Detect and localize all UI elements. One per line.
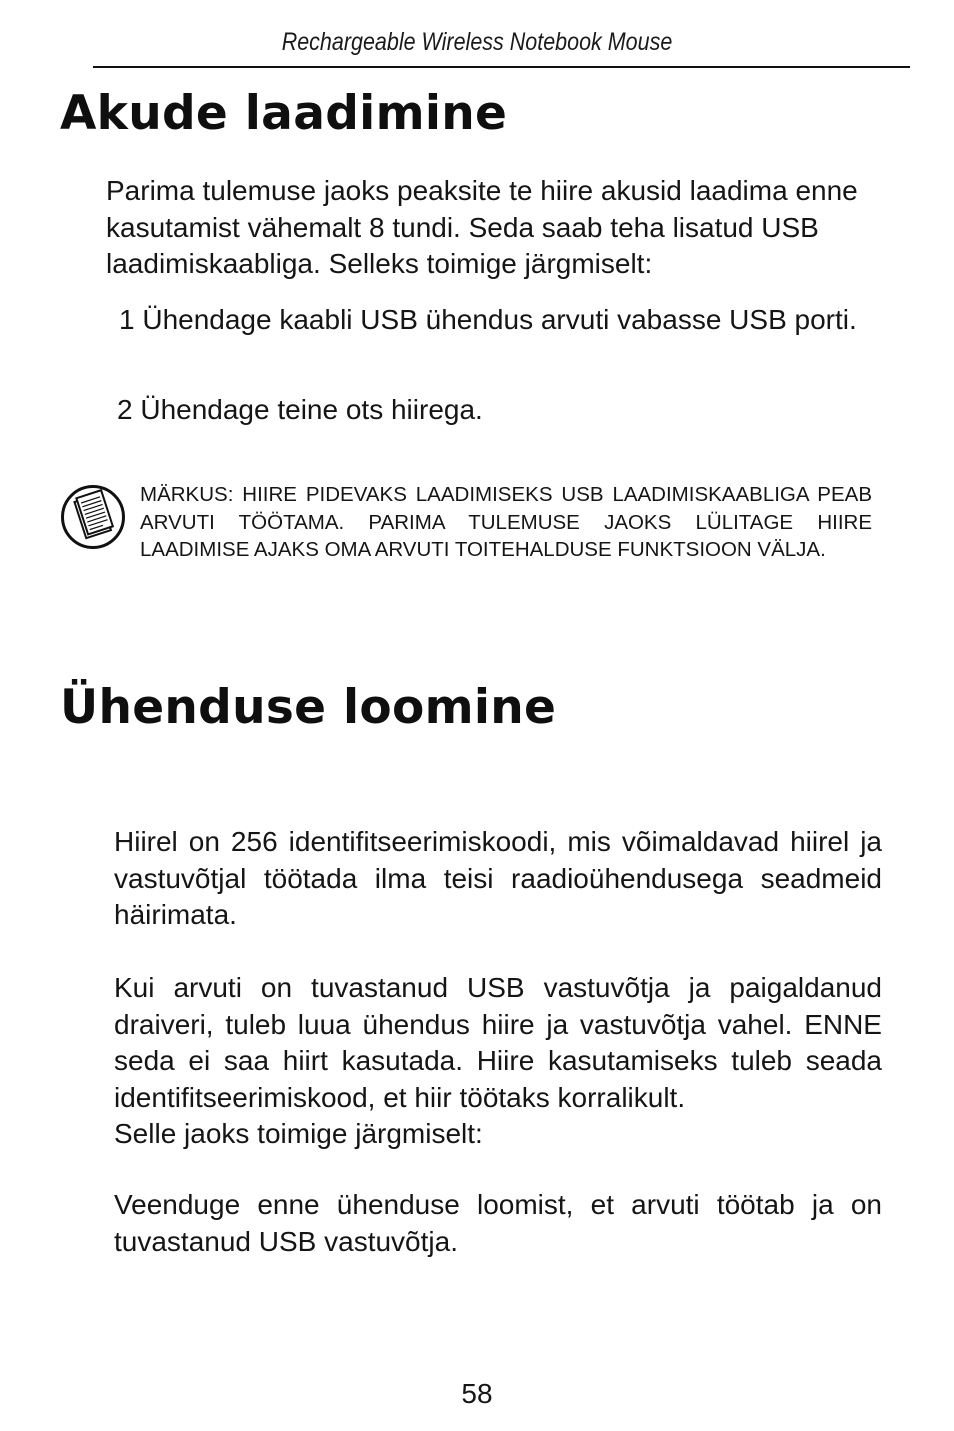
connection-paragraph-3: Veenduge enne ühenduse loomist, et arvuti töötab ja on tuvastanud USB vastuvõtja. — [114, 1189, 882, 1257]
section-title-charging: Akude laadimine — [60, 86, 508, 141]
connection-paragraph-2: Kui arvuti on tuvastanud USB vastuvõtja ja paigaldanud draiveri, tuleb luua ühendus hiire ja vastuvõtja vahel. ENNE seda ei saa hiirt kasutada. Hiire kasutamiseks tuleb seada identifitseerimiskood, et hiir töötaks korralikult. — [114, 972, 882, 1113]
notepad-icon — [60, 484, 126, 550]
running-header: Rechargeable Wireless Notebook Mouse — [281, 28, 673, 56]
page-number: 58 — [461, 1378, 493, 1409]
section-title-connection: Ühenduse loomine — [60, 680, 557, 735]
charging-step-1: 1 Ühendage kaabli USB ühendus arvuti vabasse USB porti. — [119, 304, 857, 335]
charging-note-text: MÄRKUS: HIIRE PIDEVAKS LAADIMISEKS USB LAADIMISKAABLIGA PEAB ARVUTI TÖÖTAMA. PARIMA TULEMUSE JAOKS LÜLITAGE HIIRE LAADIMISE AJAKS OMA ARVUTI TOITEHALDUSE FUNKTSIOON VÄLJA. — [140, 483, 872, 561]
connection-paragraph-2-block — [114, 970, 882, 1153]
charging-intro-paragraph: Parima tulemuse jaoks peaksite te hiire akusid laadima enne kasutamist vähemalt 8 tundi. Seda saab teha lisatud USB laadimiskaabliga. Selleks toimige järgmiselt: — [106, 175, 858, 279]
charging-step-2: 2 Ühendage teine ots hiirega. — [117, 394, 483, 425]
connection-paragraph-1: Hiirel on 256 identifitseerimiskoodi, mis võimaldavad hiirel ja vastuvõtjal töötada ilma teisi raadioühendusega seadmeid häirimata. — [114, 826, 882, 930]
connection-paragraph-2-followup: Selle jaoks toimige järgmiselt: — [114, 1118, 483, 1149]
header-rule — [93, 66, 910, 68]
